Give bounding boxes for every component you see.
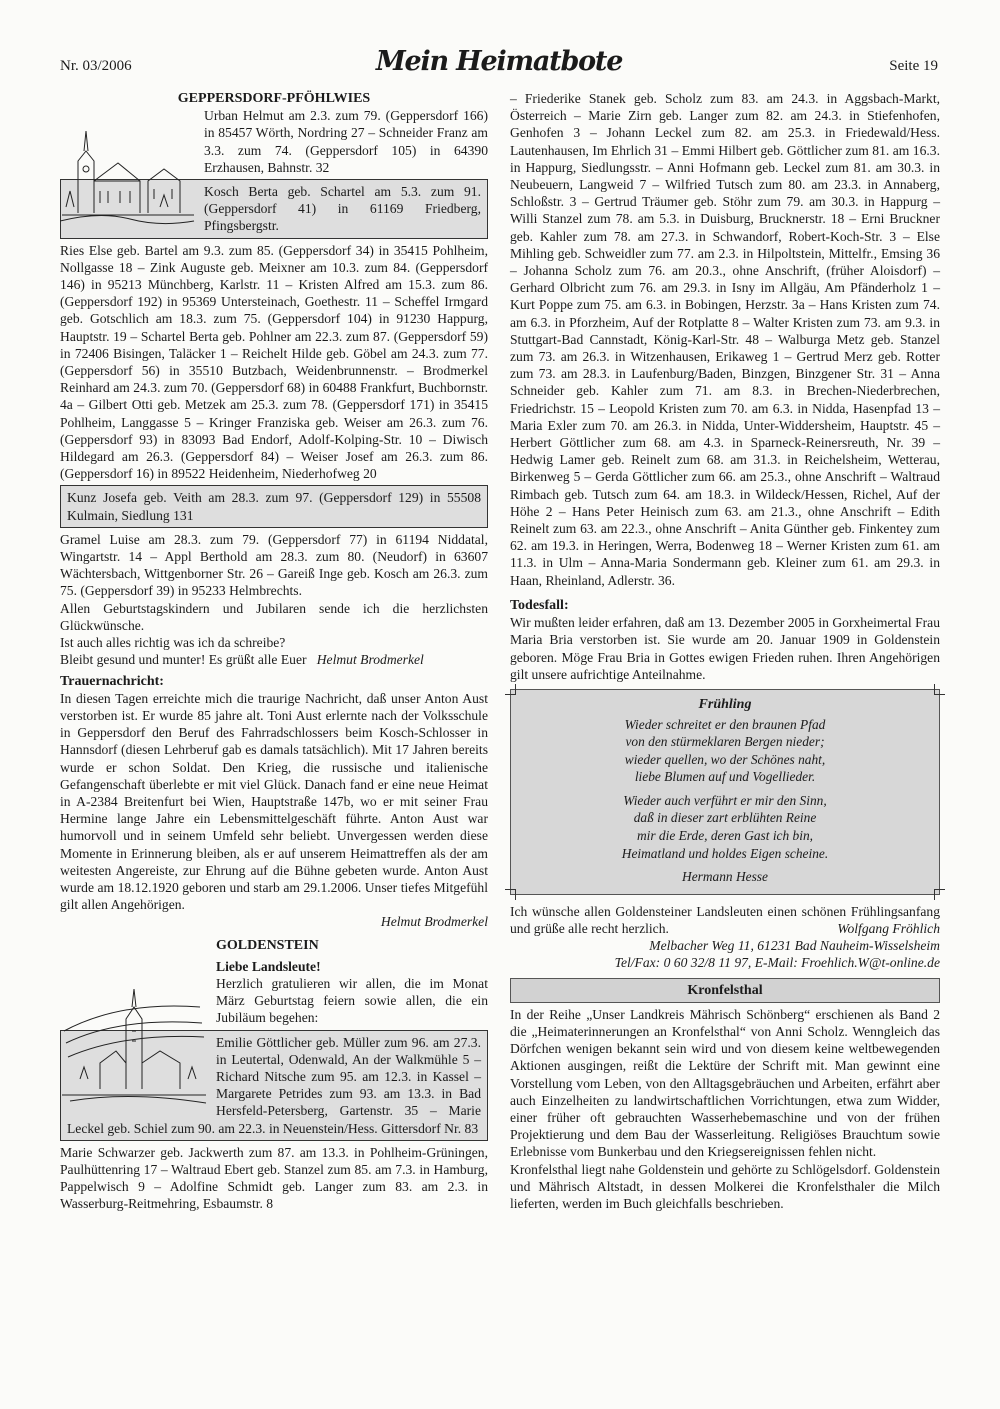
goldenstein-section (60, 937, 488, 1213)
wish-author: Wolfgang Fröhlich (837, 921, 940, 937)
right-column (510, 90, 940, 1212)
highlight-text-kunz: Kunz Josefa geb. Veith am 28.3. zum 97. (Geppersdorf 129) in 55508 Kulmain, Siedlung 131 (67, 490, 481, 523)
poem-line: daß in dieser zart erblühten Reine (633, 810, 817, 826)
section-title-geppersdorf: GEPPERSDORF-PFÖHLWIES (177, 91, 371, 106)
issue-number: Nr. 03/2006 (60, 58, 132, 74)
poem-stanza-2 (523, 792, 927, 862)
birthday-list-goldenstein: Marie Schwarzer geb. Jackwerth zum 87. am 13.3. in Pohlheim-Grüningen, Paulhüttenring 17 – Waltraud Ebert geb. Stanzel zum 85. am 7.3. in Hamburg, Pappelwisch 9 – Adolfine Schmidt geb. Langer zum 83. am 2.3. in Wasserburg-Reitmehring, Esbaumstr. 8 (60, 1144, 488, 1212)
geppersdorf-intro: Urban Helmut am 2.3. zum 79. (Geppersdorf 166) in 85457 Wörth, Nordring 27 – Schneider Franz am 3.3. zum 74. (Geppersdorf 105) in 64390 Erzhausen, Bahnstr. 32 (204, 108, 488, 175)
poem-line: Wieder auch verführt er mir den Sinn, (623, 792, 827, 808)
poem-stanza-1 (523, 716, 927, 786)
goldenstein-intro: Herzlich gratulieren wir allen, die im Monat März Geburtstag feiern sowie allen, die ein Jubiläum begehen: (216, 975, 488, 1026)
wish-body: Ich wünsche allen Goldensteiner Landsleuten einen schönen Frühlingsanfang und grüße alle recht herzlich. (510, 903, 940, 937)
page-number: Seite 19 (889, 58, 938, 74)
greeting-line-2: Ist auch alles richtig was ich da schreibe? (60, 635, 286, 651)
poem-box (510, 689, 940, 895)
section-title-kronfelsthal: Kronfelsthal (510, 978, 940, 1003)
goldenstein-sketch-icon (60, 971, 208, 1107)
highlight-text-goldenstein: Emilie Göttlicher geb. Müller zum 96. am 27.3. in Leutertal, Odenwald, An der Walkmühle 5 – Richard Nitsche zum 95. am 12.3. in Kassel – Margarete Petrides zum 93. am 13.3. in Bad Hersfeld-Petersberg, Gartenstr. 35 – Marie Leckel geb. Schiel zum 90. am 22.3. in Neuenstein/Hess. Gittersdorf Nr. 83 (67, 1034, 481, 1136)
greeting-line-3 (60, 651, 488, 668)
author-signature: Helmut Brodmerkel (316, 652, 424, 668)
corner-ornament (505, 889, 516, 900)
death-notice-text: Wir mußten leider erfahren, daß am 13. Dezember 2005 in Gorxheimertal Frau Maria Bria verstorben ist. Sie wurde am 20. Januar 1909 in Goldenstein geboren. Möge Frau Bria in Gottes ewigen Frieden ruhen. Ihren Angehörigen gilt unsere aufrichtige Anteilnahme. (510, 615, 940, 682)
page-header (60, 46, 938, 80)
birthday-list-geppersdorf: Ries Else geb. Bartel am 9.3. zum 85. (Geppersdorf 34) in 35415 Pohlheim, Nollgasse 18 – Zink Auguste geb. Meixner am 10.3. zum 84. (Geppersdorf 146) in 95213 Münchberg, Karlstr. 11 – Kristen Alfred am 15.3. zum 86. (Geppersdorf 192) in 95369 Untersteinach, Goethestr. 11 – Scheffel Irmgard geb. Gotschlich am 18.3. zum 75. (Geppersdorf 104) in 91230 Happurg, Hauptstr. 19 – Schartel Berta geb. Pohlner am 22.3. zum 87. (Geppersdorf 59) in 72406 Bisingen, Taläcker 1 – Reichelt Hilde geb. Göbel am 24.3. zum 77. (Geppersdorf 56) in 35510 Butzbach, Weidenbrunnenstr. – Brodmerkel Reinhard am 24.3. zum 70. (Geppersdorf 68) in 60488 Frankfurt, Buchbornstr. 4a – Gilbert Otti geb. Metzek am 25.3. zum 78. (Geppersdorf 171) in 35415 Pohlheim, Langgasse 5 – Kringer Franziska geb. Weiser am 26.3. zum 76. (Geppersdorf 93) in 83093 Bad Endorf, Adolf-Kolping-Str. 10 – Diwisch Hildegard am 26.3. (Geppersdorf 84) – Weiser Josef am 26.3. zum 86. (Geppersdorf 16) in 89522 Heidenheim, Niederhofweg 20 (60, 242, 488, 482)
poem-line: Wieder schreitet er den braunen Pfad (624, 716, 826, 732)
greeting-line-1: Allen Geburtstagskindern und Jubilaren sende ich die herzlichsten Glückwünsche. (60, 600, 488, 633)
greeting-text: Bleibt gesund und munter! Es grüßt alle Euer (60, 652, 307, 668)
left-column (60, 90, 488, 1213)
obituary-text: In diesen Tagen erreichte mich die traurige Nachricht, daß unser Anton Aust verstorben ist. Er wurde 85 jahre alt. Toni Aust erlernte nach der Volksschule in Geppersdorf den Beruf des Fahrradschlossers beim Kosch-Schlosser in Hannsdorf (diesen Lehrberuf gab es damals tatsächlich). Mit 17 Jahren bereits wurde er schon Soldat. Den Krieg, die russische und italienische Gefangenschaft überlebte er mit viel Glück. Danach fand er eine neue Heimat in A-2384 Breitenfurt bei Wien, Hauptstraße 147b, wo er mit seiner Frau Hermine lange Jahre ein Lebensmittelgeschäft führte. Anton Aust war humorvoll und in seinem Umfeld sehr beliebt. Unvergessen werden diese Momente in Erinnerung bleiben, als er auf unserem Heimattreffen als der am weitesten Angereiste, zur Ehrung auf die Bühne gebeten wurde. Anton Aust wurde am 18.12.1920 geboren und starb am 29.1.2006. Unser tiefes Mitgefühl gilt allen Angehörigen. (60, 690, 488, 913)
poem-author: Hermann Hesse (682, 869, 768, 885)
kronfelsthal-paragraph-2: Kronfelsthal liegt nahe Goldenstein und gehörte zu Schlögelsdorf. Goldenstein und Mährisch Altstadt, in dessen Molkerei die Kronfelsthaler die Milch lieferten, werden im Buch gleichfalls beschrieben. (510, 1161, 940, 1212)
highlight-box-kunz (60, 485, 488, 527)
section-title-trauer: Trauernachricht: (60, 673, 164, 689)
birthday-list-geppersdorf-2: Gramel Luise am 28.3. zum 79. (Geppersdorf 77) in 61194 Niddatal, Wingartstr. 14 – Appl Berthold am 28.3. zum 80. (Neudorf) in 63607 Wächtersbach, Wittgenborner Str. 26 – Gareiß Inge geb. Kosch am 26.3. zum 75. (Geppersdorf 39) in 95233 Helmbrechts. (60, 531, 488, 599)
section-title-todesfall: Todesfall: (510, 597, 569, 613)
corner-ornament (934, 889, 945, 900)
poem-line: mir die Erde, deren Gast ich bin, (636, 828, 814, 844)
section-title-goldenstein: GOLDENSTEIN (216, 937, 319, 953)
poem-line: wieder quellen, wo der Schönes naht, (624, 751, 826, 767)
poem-title: Frühling (698, 696, 752, 712)
wish-address: Melbacher Weg 11, 61231 Bad Nauheim-Wisselsheim (649, 938, 940, 954)
obituary-author: Helmut Brodmerkel (380, 914, 488, 930)
wish-text (510, 903, 940, 937)
wish-contact: Tel/Fax: 0 60 32/8 11 97, E-Mail: Froehlich.W@t-online.de (614, 955, 940, 971)
masthead-logo: Mein Heimatbote (375, 46, 623, 77)
poem-line: Heimatland und holdes Eigen scheine. (621, 845, 829, 861)
corner-ornament (505, 684, 516, 695)
poem-line: liebe Blumen auf und Vogellieder. (634, 769, 816, 785)
poem-line: von den stürmeklaren Bergen nieder; (625, 734, 825, 750)
corner-ornament (934, 684, 945, 695)
birthday-list-goldenstein-continued: – Friederike Stanek geb. Scholz zum 83. am 24.3. in Aggsbach-Markt, Österreich – Marie Zirn geb. Langer zum 82. am 24.3. in Stiefenhofen, Genhofen 3 – Johann Leckel zum 82. am 25.3. in Friedewald/Hess. Lautenhausen, Im Ehrlich 31 – Emmi Hilbert geb. Göttlicher zum 81. am 16.3. in Happurg, Siedlungsstr. – Anni Hofmann geb. Leckel zum 81. am 30.3. in Neubeuern, Langweid 7 – Wilfried Tutsch zum 80. am 23.3. in Annaberg, Schloßstr. 3 – Gertrud Träumer geb. Stöhr zum 79. am 30.3. in Happurg – Willi Stanzel zum 78. am 5.3. in Duisburg, Brucknerstr. 18 – Erni Bruckner geb. Kahler zum 78. am 27.3. in Schwandorf, Robert-Koch-Str. 3 – Else Mihling geb. Schweidler zum 77. am 2.3. in Hilpoltstein, Mittelfr., Emsing 36 – Johanna Scholz zum 76. am 20.3., ohne Anschrift, (früher Aloisdorf) – Gerhard Olbricht zum 76. am 29.3. in Isny im Allgäu, Am Pfänderholz 1 – Kurt Poppe zum 75. am 6.3. in Bobingen, Herzstr. 3a – Hans Kristen zum 74. am 6.3. in Pforzheim, Auf der Rotplatte 8 – Walter Kristen zum 73. am 9.3. in Stuttgart-Bad Cannstadt, König-Karl-Str. 48 – Walburga Metz geb. Stanzel zum 73. am 26.3. in Witzenhausen, Erikaweg 1 – Gertrud Merz geb. Rotter zum 73. am 28.3. in Laufenburg/Baden, Binzgen, Binzgener Str. 31 – Anna Schneider geb. Kahler zum 71. am 8.3. in Brechen-Niederbrechen, Friedrichstr. 15 – Leopold Kristen zum 70. am 6.3. in Nidda, Hasenpfad 13 – Maria Exler zum 70. am 26.3. in Nidda, Unter-Widdersheim, Hauptstr. 45 – Herbert Göttlicher zum 68. am 4.3. in Sparneck-Reinersreuth, Nr. 39 – Hedwig Lamer geb. Reinelt zum 68. am 31.3. in Reichelsheim, Wetterau, Birkenweg 5 – Gerda Göttlicher zum 66. am 25.3., ohne Anschrift – Waltraud Rimbach geb. Tutsch zum 64. am 18.3. in Wildeck/Hessen, Richel, Auf der Höhe 2 – Hans Peter Heinisch zum 63. am 21.3., ohne Anschrift – Edith Reinelt zum 63. am 22.3., ohne Anschrift – Anita Günther geb. Finkentey zum 62. am 19.3. in Heringen, Werra, Bodenweg 18 – Werner Kristen zum 61. am 11.3. in Ulm – Anna-Maria Sondermann geb. Kleiner zum 61. am 29.3. in Haan, Rheinland, Adlerstr. 36. (510, 91, 940, 588)
church-sketch-icon (60, 111, 196, 229)
kronfelsthal-paragraph-1: In der Reihe „Unser Landkreis Mährisch Schönberg“ erschienen als Band 2 die „Heimaterinnerungen an Kronfelsthal“ von Anni Scholz. Wenngleich das Dörfchen wenigen bekannt sein wird und von diesem keine weltbewegenden Aktionen ausgingen, reißt die Lektüre der Schrift mit. Man gewinnt eine Vorstellung vom Leben, von den Alltagsgebräuchen und Arbeiten, erfährt aber auch Einzelheiten zu landwirtschaftlichen Vorrichtungen, etwa zum Widder, einer früher oft gebrauchten Wasserhebemaschine und von der frühen Projektierung und dem Bau der Wasserleitung. Religiöses Brauchtum sowie Erlebnisse vom Bunkerbau und den Kriegsereignissen fehlen nicht. (510, 1006, 940, 1160)
goldenstein-salutation: Liebe Landsleute! (216, 958, 321, 974)
highlight-text-kosch: Kosch Berta geb. Schartel am 5.3. zum 91. (Geppersdorf 41) in 61169 Friedberg, Pfingsbergstr. (204, 184, 481, 234)
